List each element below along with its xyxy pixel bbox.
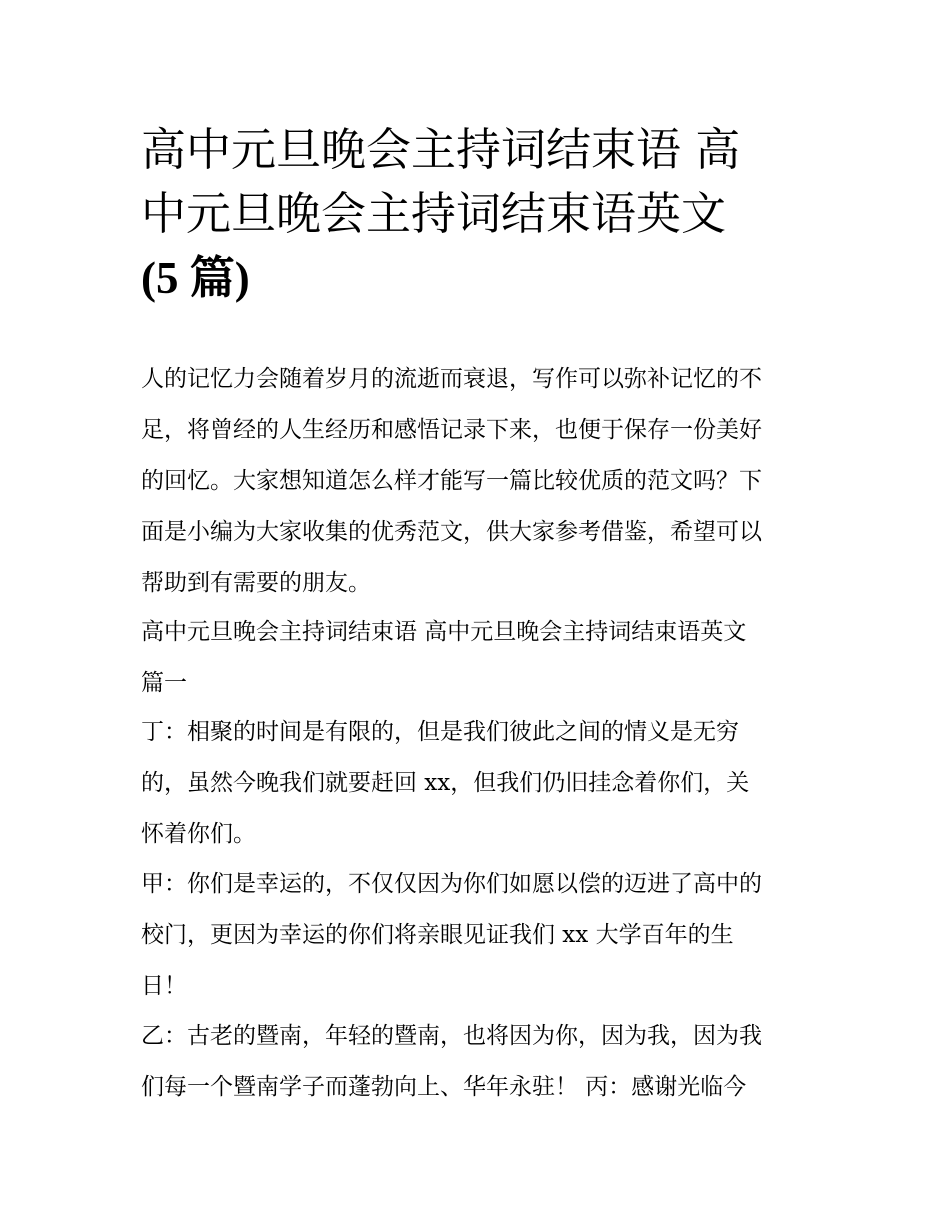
body-line-11: 甲：你们是幸运的，不仅仅因为你们如愿以偿的迈进了高中的: [141, 871, 762, 897]
body-line-10: 怀着你们。: [141, 821, 256, 847]
body-line-8: 丁：相聚的时间是有限的，但是我们彼此之间的情义是无穷: [141, 719, 739, 745]
body-line-15: 们每一个暨南学子而蓬勃向上、华年永驻！ 丙：感谢光临今: [141, 1074, 747, 1100]
body-line-5: 帮助到有需要的朋友。: [141, 570, 371, 596]
title-line-1: 高中元旦晚会主持词结束语 高: [141, 123, 741, 176]
body-line-13: 日！: [141, 973, 187, 999]
section-label: 篇一: [141, 670, 187, 696]
body-line-2: 足，将曾经的人生经历和感悟记录下来，也便于保存一份美好: [141, 417, 762, 443]
section-heading: 高中元旦晚会主持词结束语 高中元旦晚会主持词结束语英文: [141, 619, 747, 645]
body-line-4: 面是小编为大家收集的优秀范文，供大家参考借鉴，希望可以: [141, 519, 762, 545]
body-line-12: 校门，更因为幸运的你们将亲眼见证我们 xx 大学百年的生: [141, 922, 734, 948]
title-line-2: 中元旦晚会主持词结束语英文: [141, 187, 727, 240]
title-count: (5: [141, 253, 179, 303]
document-title: [141, 118, 821, 310]
body-line-1: 人的记忆力会随着岁月的流逝而衰退，写作可以弥补记忆的不: [141, 366, 762, 392]
body-line-14: 乙：古老的暨南，年轻的暨南，也将因为你，因为我，因为我: [141, 1023, 762, 1049]
body-line-9: 的，虽然今晚我们就要赶回 xx，但我们仍旧挂念着你们，关: [141, 770, 750, 796]
body-line-3: 的回忆。大家想知道怎么样才能写一篇比较优质的范文吗？下: [141, 468, 762, 494]
title-line-3: [141, 246, 821, 310]
title-suffix: 篇): [178, 253, 250, 303]
